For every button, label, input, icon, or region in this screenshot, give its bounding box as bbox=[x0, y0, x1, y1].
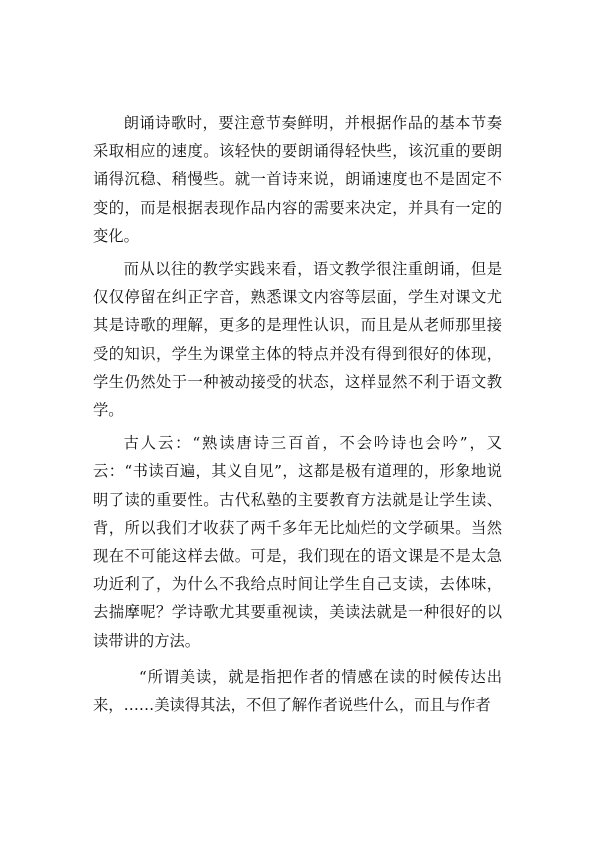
paragraph-teaching-practice: 而从以往的教学实践来看，语文教学很注重朗诵，但是仅仅停留在纠正字音，熟悉课文内容等层面，学生对课文尤其是诗歌的理解，更多的是理性认识，而且是从老师那里接受的知识，学生为课堂主体的特点并没有得到很好的体现，学生仍然处于一种被动接受的状态，这样显然不利于语文教学。 bbox=[93, 260, 502, 420]
paragraph-ancient-reading: 古人云：“熟读唐诗三百首，不会吟诗也会吟”，又云：“书读百遍，其义自见”，这都是极有道理的，形象地说明了读的重要性。古代私塾的主要教育方法就是让学生读、背，所以我们才收获了两千多年无比灿烂的文学硕果。当然现在不可能这样去做。可是，我们现在的语文课是不是太急功近利了，为什么不我给点时间让学生自己支读，去体味，去揣摩呢？学诗歌尤其要重视读，美读法就是一种很好的以读带讲的方法。 bbox=[93, 434, 502, 650]
document-body bbox=[93, 109, 502, 724]
paragraph-beautiful-reading-quote: “所谓美读，就是指把作者的情感在读的时候传达出来，……美读得其法，不但了解作者说些什么，而且与作者 bbox=[93, 667, 502, 715]
paragraph-recitation-rhythm: 朗诵诗歌时，要注意节奏鲜明，并根据作品的基本节奏采取相应的速度。该轻快的要朗诵得轻快些，该沉重的要朗诵得沉稳、稍慢些。就一首诗来说，朗诵速度也不是固定不变的，而是根据表现作品内容的需要来决定，并具有一定的变化。 bbox=[93, 114, 502, 245]
